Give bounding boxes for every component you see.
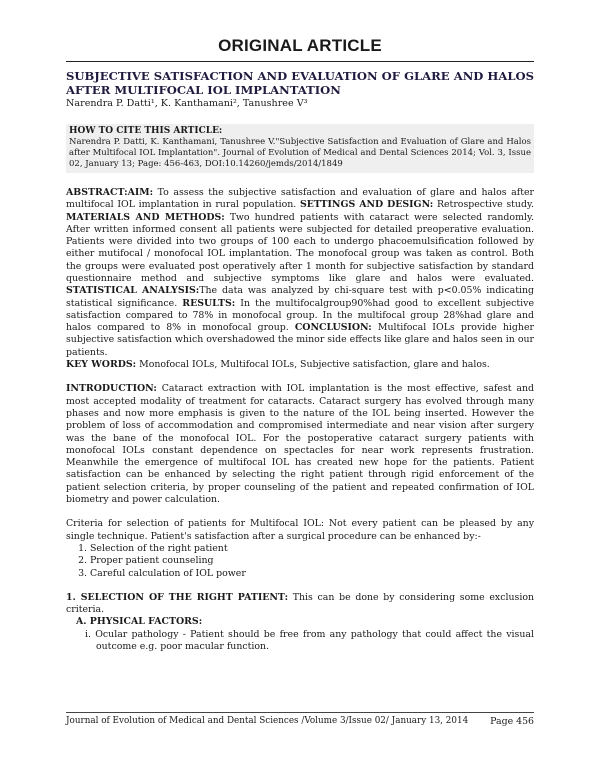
abstract-methods-text: Two hundred patients with cataract were selected randomly. After written informed consent all patients were subjected for detailed preoperative evaluation. Patients were divided into two groups of 100 each to undergo phacoemulsification followed by either mutifocal / monofocal IOL implantation. The monofocal group was taken as control. Both the groups were evaluated post operatively after 1 month for subjective satisfaction by standard questionnaire method and subjective symptoms like glare and halos were evaluated.	[66, 211, 534, 284]
physical-factors-heading: A. PHYSICAL FACTORS:	[76, 616, 203, 628]
page-number: Page 456	[490, 716, 534, 727]
abstract-results-text: In the multifocalgroup90%had good to excellent subjective satisfaction compared to 78% in monofocal group. In the multifocal group 28%had glare and halos compared to 8% in monofocal group.	[66, 297, 534, 334]
abstract-conclusion-text: Multifocal IOLs provide higher subjective satisfaction which overshadowed the minor side effects like glare and halos seen in our patients.	[66, 322, 534, 358]
keywords	[66, 359, 534, 371]
keywords-label: KEY WORDS:	[66, 359, 137, 371]
criteria-list	[66, 543, 534, 580]
footer-journal: Journal of Evolution of Medical and Dental Sciences /Volume 3/Issue 02/ January 13, 2014	[66, 716, 469, 726]
selection-label: 1. SELECTION OF THE RIGHT PATIENT:	[66, 591, 289, 603]
citation-heading: HOW TO CITE THIS ARTICLE:	[69, 126, 223, 137]
introduction-label: INTRODUCTION:	[66, 383, 157, 395]
abstract-body	[66, 187, 534, 359]
criteria-item: 2. Proper patient counseling	[90, 555, 534, 567]
header-rule	[66, 61, 534, 62]
abstract-aim-label: ABSTRACT:AIM:	[66, 186, 154, 198]
article-content	[66, 70, 534, 653]
abstract-conclusion-label: CONCLUSION:	[294, 322, 372, 334]
keywords-text: Monofocal IOLs, Multifocal IOLs, Subjective satisfaction, glare and halos.	[136, 359, 490, 371]
criteria-item: 3. Careful calculation of IOL power	[90, 568, 534, 580]
author-list: Narendra P. Datti¹, K. Kanthamani², Tanushree V³	[66, 98, 308, 109]
abstract-settings-label: SETTINGS AND DESIGN:	[299, 199, 434, 211]
article-type-header: ORIGINAL ARTICLE	[218, 36, 382, 55]
abstract-methods-label: MATERIALS AND METHODS:	[66, 211, 225, 223]
criteria-item: 1. Selection of the right patient	[90, 543, 534, 555]
abstract-settings-text: Retrospective study.	[433, 199, 534, 211]
introduction-paragraph	[66, 383, 534, 506]
abstract	[66, 187, 534, 371]
introduction-text: Cataract extraction with IOL implantation is the most effective, safest and most accepted modality of treatment for cataracts. Cataract surgery has evolved through many phases and now more emphasis is given to the nature of the IOL being inserted. However the problem of loss of accommodation and compromised intermediate and near vision after surgery was the bane of the monofocal IOL. For the postoperative cataract surgery patients with monofocal IOLs constant dependence on spectacles for near work represents frustration. Meanwhile the emergence of multifocal IOL has created new hope for the patients. Patient satisfaction can be enhanced by selecting the right patient through rigid enforcement of the patient selection criteria, by proper counseling of the patient and repeated confirmation of IOL biometry and power calculation.	[66, 383, 534, 506]
abstract-stat-label: STATISTICAL ANALYSIS:	[66, 285, 200, 297]
citation-box	[66, 124, 534, 173]
abstract-stat-text: The data was analyzed by chi-square test with p<0.05% indicating statistical significance.	[66, 285, 534, 309]
abstract-aim-text: To assess the subjective satisfaction and evaluation of glare and halos after multifocal IOL implantation in rural population.	[66, 186, 534, 211]
article-title: SUBJECTIVE SATISFACTION AND EVALUATION OF GLARE AND HALOS AFTER MULTIFOCAL IOL IMPLANTATION	[66, 69, 534, 97]
citation-text: Narendra P. Datti, K. Kanthamani, Tanushree V."Subjective Satisfaction and Evaluation of Glare and Halos after Multifocal IOL Implantation". Journal of Evolution of Medical and Dental Sciences 2014; Vol. 3, Issue 02, January 13; Page: 456-463, DOI:10.14260/jemds/2014/1849	[69, 137, 531, 170]
criteria-intro: Criteria for selection of patients for Multifocal IOL: Not every patient can be pleased by any single technique. Patient's satisfaction after a surgical procedure can be enhanced by:-	[66, 518, 534, 542]
selection-text: This can be done by considering some exclusion criteria.	[66, 591, 535, 616]
footer-rule	[66, 712, 534, 713]
abstract-results-label: RESULTS:	[182, 297, 236, 309]
selection-heading	[66, 592, 534, 617]
ocular-pathology-item: i. Ocular pathology - Patient should be free from any pathology that could affect the visual outcome e.g. poor macular function.	[85, 628, 534, 653]
